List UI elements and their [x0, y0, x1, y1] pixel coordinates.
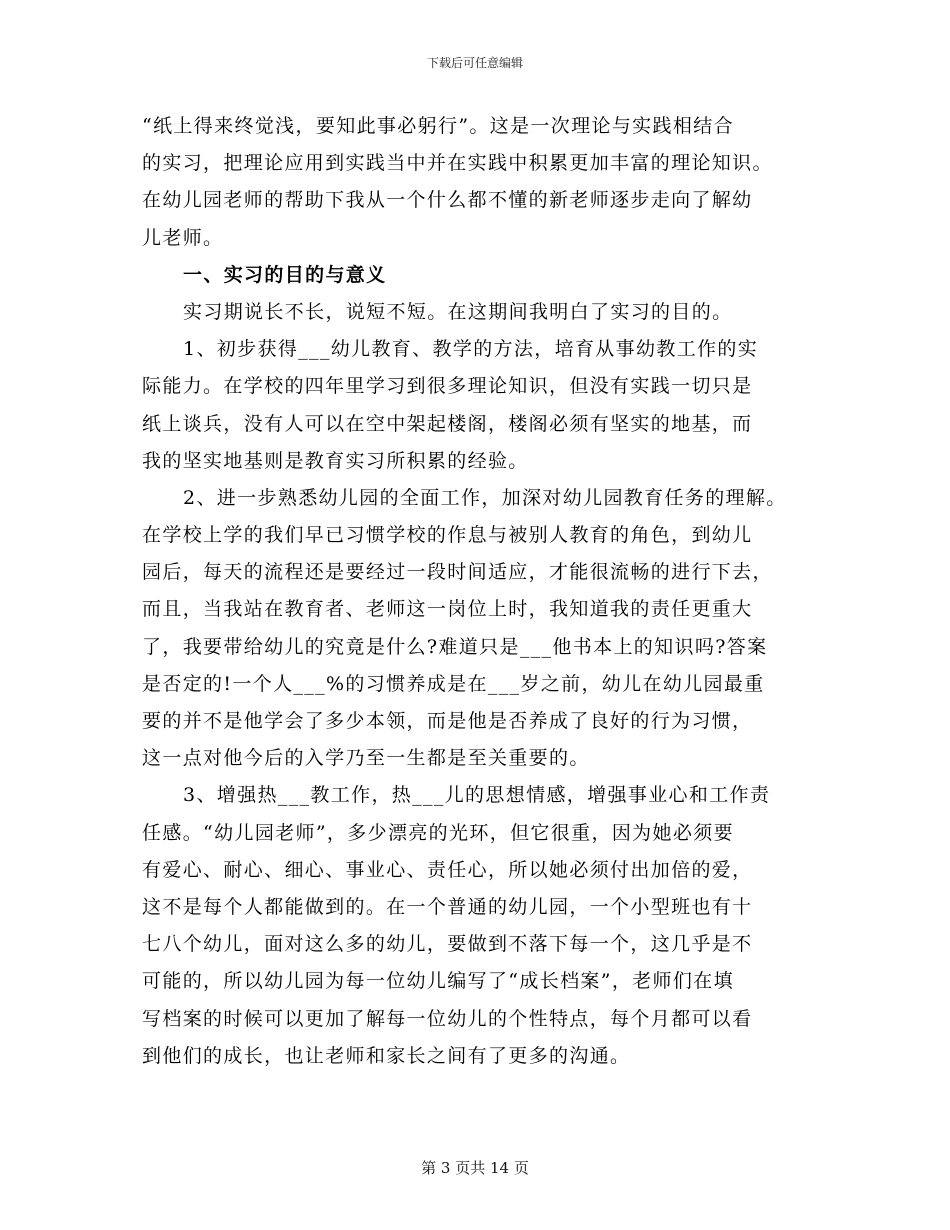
text-line: 1、初步获得___幼儿教育、教学的方法，培育从事幼教工作的实 — [183, 338, 759, 361]
text-line: 在学校上学的我们早已习惯学校的作息与被别人教育的角色，到幼儿 — [142, 524, 753, 547]
text-line: 到他们的成长，也让老师和家长之间有了更多的沟通。 — [142, 1044, 631, 1067]
section-heading: 一、实习的目的与意义 — [183, 263, 387, 286]
text-line: “纸上得来终觉浅，要知此事必躬行”。这是一次理论与实践相结合 — [142, 115, 734, 137]
text-line: 的实习，把理论应用到实践当中并在实践中积累更加丰富的理论知识。 — [142, 152, 773, 175]
text-line: 际能力。在学校的四年里学习到很多理论知识，但没有实践一切只是 — [142, 375, 753, 398]
text-line: 这一点对他今后的入学乃至一生都是至关重要的。 — [142, 747, 590, 770]
page-footer: 第 3 页共 14 页 — [421, 1159, 529, 1177]
text-line: 有爱心、耐心、细心、事业心、责任心，所以她必须付出加倍的爱， — [142, 858, 753, 881]
text-line: 纸上谈兵，没有人可以在空中架起楼阁，楼阁必须有坚实的地基，而 — [142, 412, 753, 435]
text-line: 七八个幼儿，面对这么多的幼儿，要做到不落下每一个，这几乎是不 — [142, 933, 753, 956]
text-line: 而且，当我站在教育者、老师这一岗位上时，我知道我的责任更重大 — [142, 598, 753, 621]
text-line: 3、增强热___教工作，热___儿的思想情感，增强事业心和工作责 — [183, 784, 771, 807]
text-line: 可能的，所以幼儿园为每一位幼儿编写了“成长档案”，老师们在填 — [142, 970, 734, 993]
text-line: 这不是每个人都能做到的。在一个普通的幼儿园，一个小型班也有十 — [142, 895, 753, 918]
text-line: 任感。“幼儿园老师”，多少漂亮的光环，但它很重，因为她必须要 — [142, 821, 734, 844]
text-line: 在幼儿园老师的帮助下我从一个什么都不懂的新老师逐步走向了解幼 — [142, 189, 753, 212]
text-line: 实习期说长不长，说短不短。在这期间我明白了实习的目的。 — [183, 300, 733, 323]
text-line: 我的坚实地基则是教育实习所积累的经验。 — [142, 449, 529, 472]
text-line: 2、进一步熟悉幼儿园的全面工作，加深对幼儿园教育任务的理解。 — [183, 486, 787, 509]
text-line: 儿老师。 — [142, 226, 224, 249]
text-line: 要的并不是他学会了多少本领，而是他是否养成了良好的行为习惯， — [142, 710, 753, 732]
text-line: 园后，每天的流程还是要经过一段时间适应，才能很流畅的进行下去， — [142, 561, 773, 584]
text-line: 写档案的时候可以更加了解每一位幼儿的个性特点，每个月都可以看 — [142, 1007, 753, 1030]
document-body — [142, 108, 812, 1075]
page-header: 下载后可任意编辑 — [426, 56, 523, 70]
text-line: 是否定的!一个人___%的习惯养成是在___岁之前，幼儿在幼儿园最重 — [142, 672, 765, 695]
text-line: 了，我要带给幼儿的究竟是什么?难道只是___他书本上的知识吗?答案 — [142, 635, 768, 658]
